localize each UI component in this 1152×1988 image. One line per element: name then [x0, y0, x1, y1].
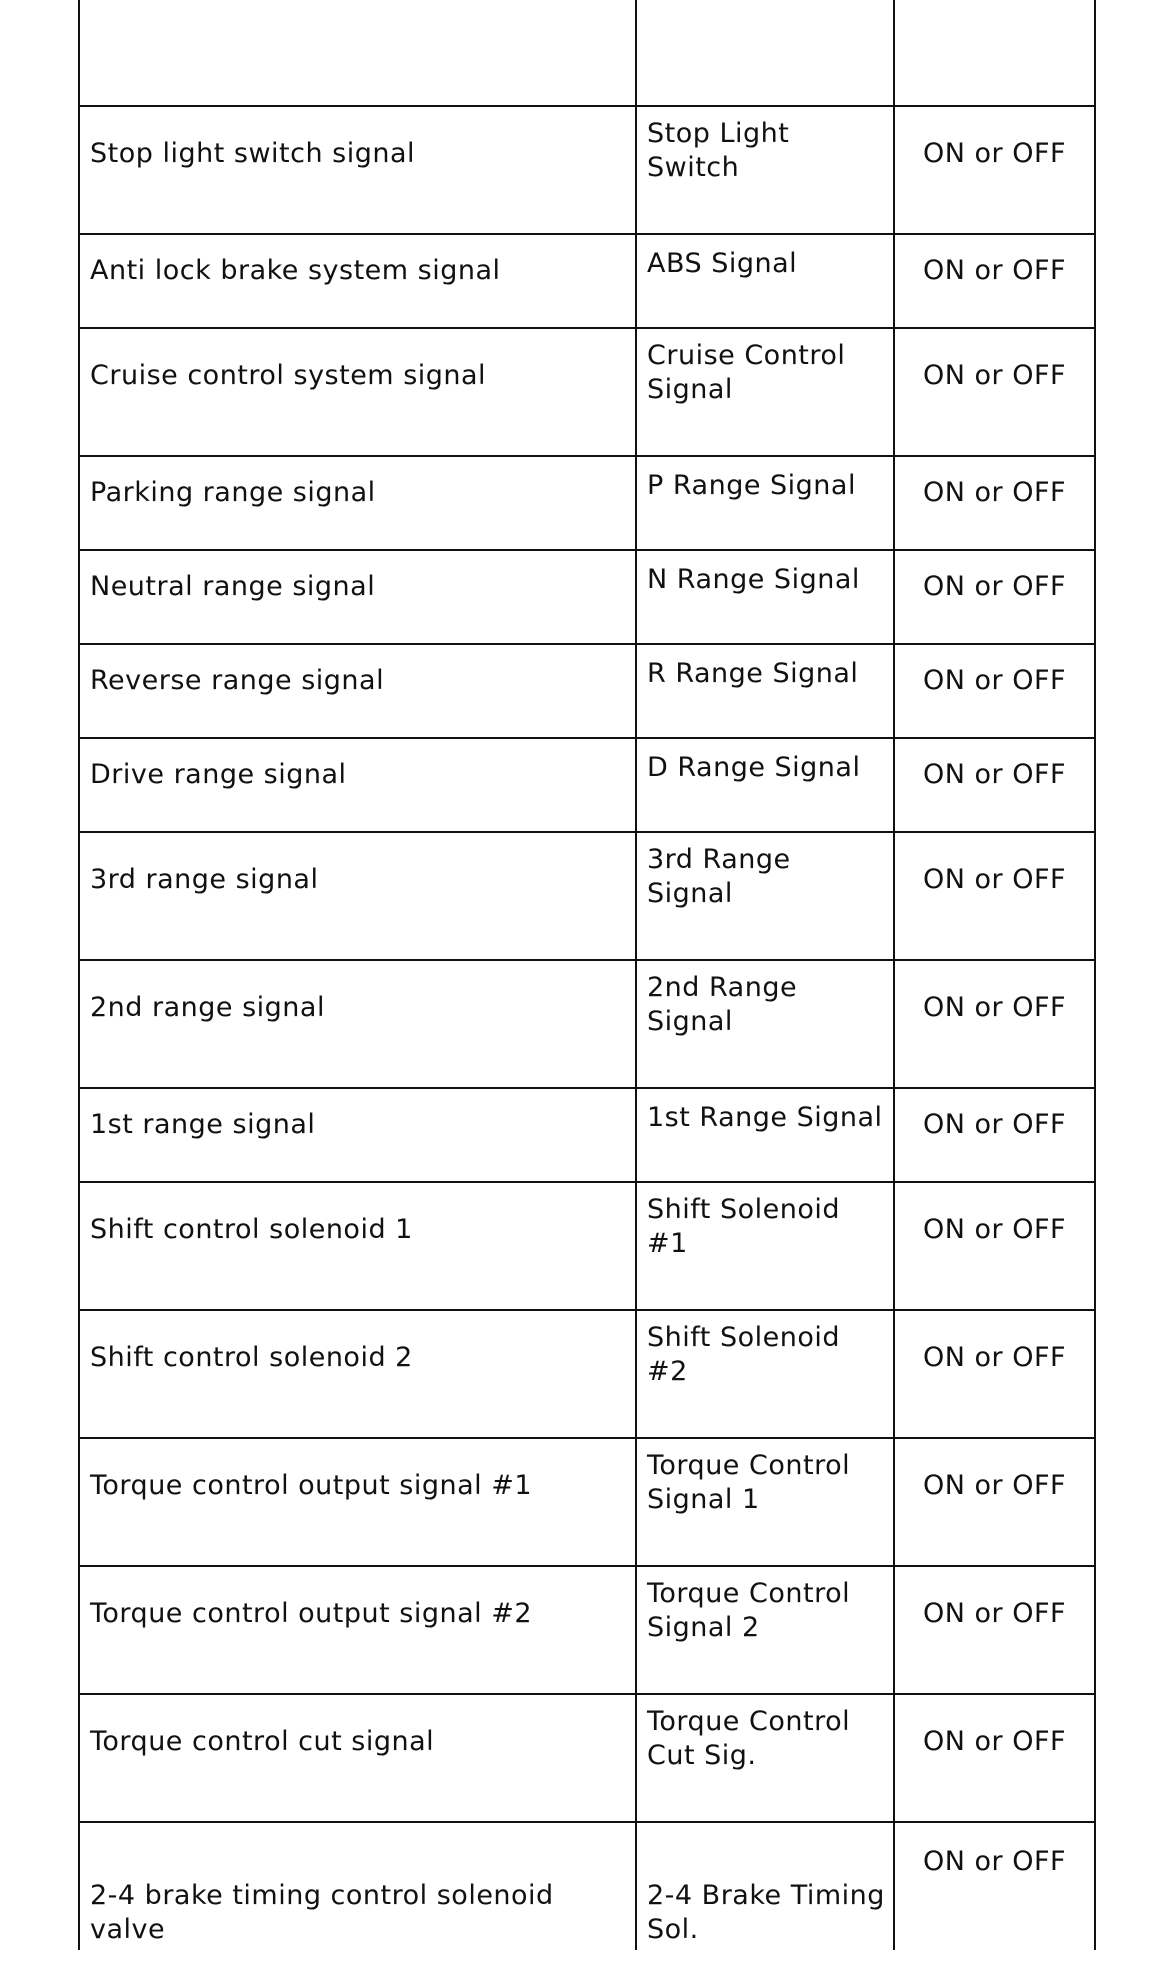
- signal-cell: Torque Control Signal 1: [636, 1438, 894, 1566]
- value-cell: ON or OFF: [894, 550, 1095, 644]
- value-cell: ON or OFF: [894, 106, 1095, 234]
- table-row: [79, 1694, 1095, 1822]
- signal-cell: D Range Signal: [636, 738, 894, 832]
- table-row: [79, 1310, 1095, 1438]
- table-row: [79, 1088, 1095, 1182]
- table-row: [79, 960, 1095, 1088]
- table-row-top-continuation: [79, 0, 1095, 106]
- signal-cell: Stop Light Switch: [636, 106, 894, 234]
- signal-cell: 3rd Range Signal: [636, 832, 894, 960]
- description-cell: 2-4 brake timing control solenoid valve: [79, 1822, 636, 1950]
- signal-cell: Torque Control Signal 2: [636, 1566, 894, 1694]
- scan-data-table-container: [78, 0, 1094, 1950]
- value-cell: ON or OFF: [894, 1310, 1095, 1438]
- value-cell: ON or OFF: [894, 832, 1095, 960]
- signal-cell: N Range Signal: [636, 550, 894, 644]
- table-row: [79, 738, 1095, 832]
- table-row: [79, 456, 1095, 550]
- description-cell: 1st range signal: [79, 1088, 636, 1182]
- table-row: [79, 550, 1095, 644]
- description-cell: Anti lock brake system signal: [79, 234, 636, 328]
- value-cell: ON or OFF: [894, 1438, 1095, 1566]
- description-cell: [79, 0, 636, 106]
- description-cell: Torque control cut signal: [79, 1694, 636, 1822]
- table-row: [79, 1566, 1095, 1694]
- description-cell: 3rd range signal: [79, 832, 636, 960]
- signal-cell: 2-4 Brake Timing Sol.: [636, 1822, 894, 1950]
- value-cell: ON or OFF: [894, 644, 1095, 738]
- description-cell: Stop light switch signal: [79, 106, 636, 234]
- signal-cell: Shift Solenoid #2: [636, 1310, 894, 1438]
- description-cell: Parking range signal: [79, 456, 636, 550]
- signal-cell: 1st Range Signal: [636, 1088, 894, 1182]
- value-cell: ON or OFF: [894, 738, 1095, 832]
- description-cell: Cruise control system signal: [79, 328, 636, 456]
- value-cell: ON or OFF: [894, 1694, 1095, 1822]
- signal-cell: Torque Control Cut Sig.: [636, 1694, 894, 1822]
- value-cell: ON or OFF: [894, 328, 1095, 456]
- value-cell: [894, 0, 1095, 106]
- table-row: [79, 1438, 1095, 1566]
- table-row: [79, 106, 1095, 234]
- table-row: [79, 832, 1095, 960]
- description-cell: Shift control solenoid 1: [79, 1182, 636, 1310]
- signal-cell: P Range Signal: [636, 456, 894, 550]
- table-row: [79, 1822, 1095, 1950]
- signal-cell: ABS Signal: [636, 234, 894, 328]
- value-cell: ON or OFF: [894, 1182, 1095, 1310]
- value-cell: ON or OFF: [894, 456, 1095, 550]
- signal-cell: [636, 0, 894, 106]
- scan-data-table: [78, 0, 1096, 1950]
- value-cell: ON or OFF: [894, 1566, 1095, 1694]
- signal-cell: Cruise Control Signal: [636, 328, 894, 456]
- value-cell: ON or OFF: [894, 1822, 1095, 1950]
- description-cell: Torque control output signal #2: [79, 1566, 636, 1694]
- signal-cell: R Range Signal: [636, 644, 894, 738]
- value-cell: ON or OFF: [894, 234, 1095, 328]
- value-cell: ON or OFF: [894, 1088, 1095, 1182]
- description-cell: Drive range signal: [79, 738, 636, 832]
- table-row: [79, 1182, 1095, 1310]
- table-row: [79, 644, 1095, 738]
- table-row: [79, 234, 1095, 328]
- description-cell: Torque control output signal #1: [79, 1438, 636, 1566]
- value-cell: ON or OFF: [894, 960, 1095, 1088]
- signal-cell: 2nd Range Signal: [636, 960, 894, 1088]
- description-cell: Shift control solenoid 2: [79, 1310, 636, 1438]
- description-cell: Neutral range signal: [79, 550, 636, 644]
- signal-cell: Shift Solenoid #1: [636, 1182, 894, 1310]
- description-cell: Reverse range signal: [79, 644, 636, 738]
- table-row: [79, 328, 1095, 456]
- description-cell: 2nd range signal: [79, 960, 636, 1088]
